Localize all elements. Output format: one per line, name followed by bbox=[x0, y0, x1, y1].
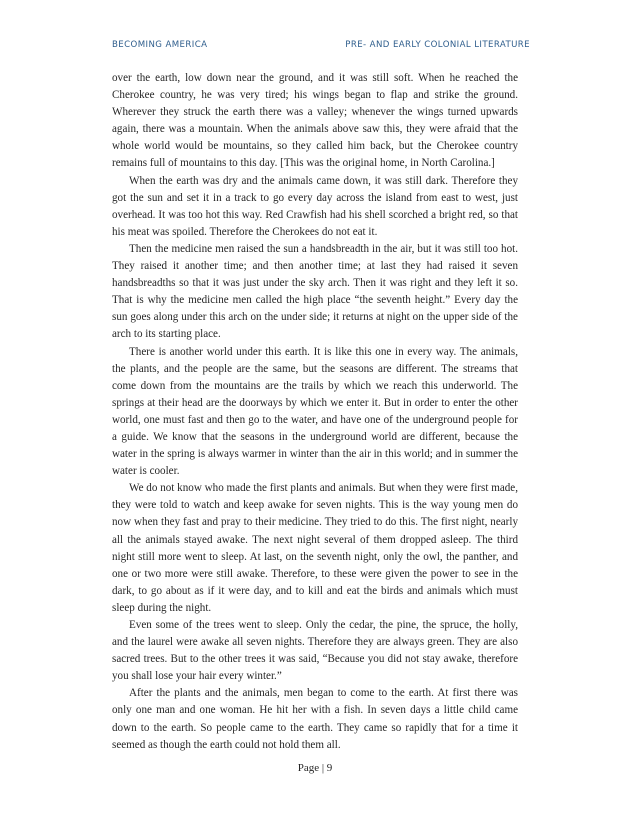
paragraph: over the earth, low down near the ground, and it was still soft. When he reached the Cherokee country, he was very tired; his wings began to flap and strike the ground. Wherever they struck the earth there was a valley; whenever the wings turned upwards again, there was a mountain. When the animals above saw this, they were afraid that the whole world would be mountains, so they called him back, but the Cherokee country remains full of mountains to this day. [This was the original home, in North Carolina.] bbox=[112, 72, 518, 170]
body-text bbox=[112, 70, 518, 754]
paragraph: There is another world under this earth. It is like this one in every way. The animals, the plants, and the people are the same, but the seasons are different. The streams that come down from the mountains are the trails by which we reach this underworld. The springs at their head are the doorways by which we enter it. But in order to enter the other world, one must fast and then go to the water, and have one of the underground people for a guide. We know that the seasons in the underground world are different, because the water in the spring is always warmer in winter than the air in this world; and in summer the water is cooler. bbox=[112, 345, 518, 478]
running-header bbox=[112, 40, 530, 54]
paragraph: After the plants and the animals, men began to come to the earth. At first there was only one man and one woman. He hit her with a fish. In seven days a little child came down to the earth. So people came to the earth. They came so rapidly that for a time it seemed as though the earth could not hold them all. bbox=[112, 687, 518, 751]
page-number: Page | 9 bbox=[297, 762, 333, 774]
header-book-title: BECOMING AMERICA bbox=[112, 40, 208, 50]
paragraph: We do not know who made the first plants and animals. But when they were first made, they were told to watch and keep awake for seven nights. This is the way young men do now when they fast and pray to their medicine. They tried to do this. The first night, nearly all the animals stayed awake. The next night several of them dropped asleep. The third night still more went to sleep. At last, on the seventh night, only the owl, the panther, and one or two more were still awake. Therefore, to these were given the power to see in the dark, to go about as if it were day, and to kill and eat the birds and animals which must sleep during the night. bbox=[112, 482, 518, 614]
paragraph: When the earth was dry and the animals came down, it was still dark. Therefore they got the sun and set it in a track to go every day across the island from east to west, just overhead. It was too hot this way. Red Crawfish had his shell scorched a bright red, so that his meat was spoiled. Therefore the Cherokees do not eat it. bbox=[112, 174, 518, 238]
header-section-title: PRE- AND EARLY COLONIAL LITERATURE bbox=[345, 40, 530, 50]
paragraph: Even some of the trees went to sleep. Only the cedar, the pine, the spruce, the holly, and the laurel were awake all seven nights. Therefore they are always green. They are also sacred trees. But to the other trees it was said, “Because you did not stay awake, therefore you shall lose your hair every winter.” bbox=[112, 619, 518, 683]
paragraph: Then the medicine men raised the sun a handsbreadth in the air, but it was still too hot. They raised it another time; and then another time; at last they had raised it seven handsbreadths so that it was just under the sky arch. Then it was right and they left it so. That is why the medicine men called the high place “the seventh height.” Every day the sun goes along under this arch on the under side; it returns at night on the upper side of the arch to its starting place. bbox=[112, 242, 518, 341]
